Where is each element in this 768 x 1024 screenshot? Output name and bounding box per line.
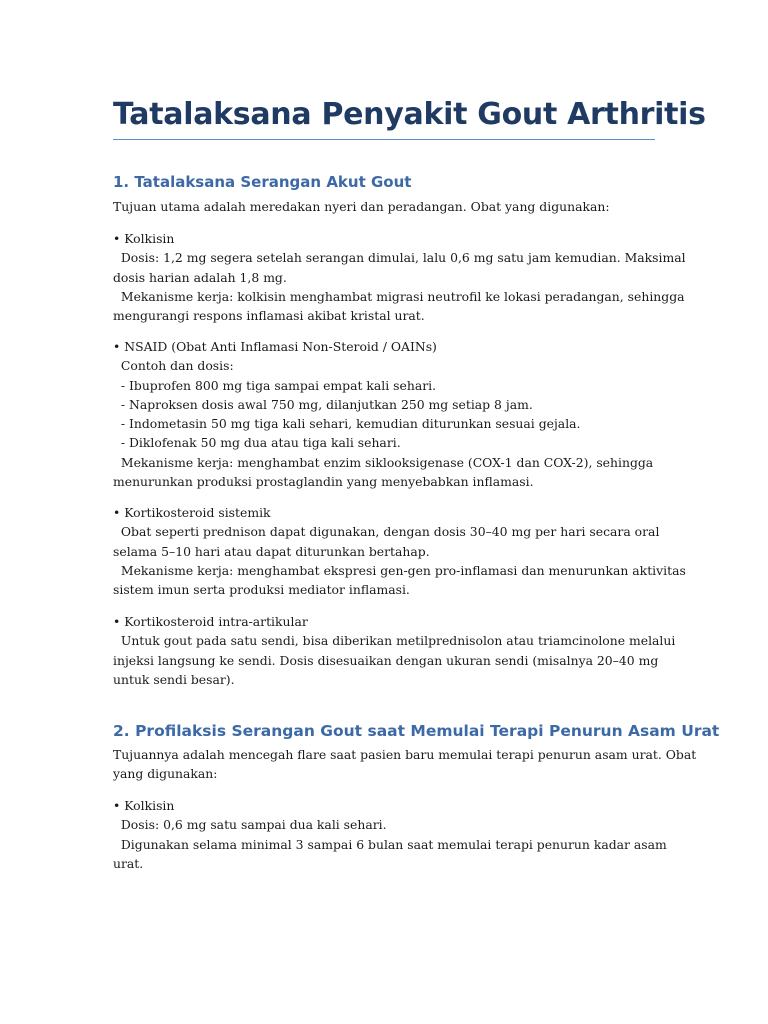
section-1-heading: 1. Tatalaksana Serangan Akut Gout: [113, 173, 412, 191]
paragraph-line: Dosis: 0,6 mg satu sampai dua kali sehari.: [113, 817, 387, 833]
section-2-heading: 2. Profilaksis Serangan Gout saat Memulai Terapi Penurun Asam Urat: [113, 722, 720, 740]
dose-item: - Indometasin 50 mg tiga kali sehari, kemudian diturunkan sesuai gejala.: [113, 416, 581, 432]
kolkisin-block: [113, 229, 686, 325]
dose-item: - Ibuprofen 800 mg tiga sampai empat kali sehari.: [113, 377, 437, 393]
paragraph-line: selama 5–10 hari atau dapat diturunkan bertahap.: [113, 543, 430, 559]
paragraph-line: urat.: [113, 855, 144, 871]
kortikosteroid-sistemik-block: [113, 503, 686, 599]
paragraph-line: injeksi langsung ke sendi. Dosis disesuaikan dengan ukuran sendi (misalnya 20–40 mg: [113, 652, 659, 668]
paragraph-line: Digunakan selama minimal 3 sampai 6 bulan saat memulai terapi penurun kadar asam: [113, 836, 667, 852]
paragraph-line: menurunkan produksi prostaglandin yang menyebabkan inflamasi.: [113, 474, 534, 490]
nsaid-block: [113, 337, 658, 491]
profilaksis-kolkisin-block: [113, 796, 667, 873]
paragraph-line: Tujuannya adalah mencegah flare saat pasien baru memulai terapi penurun asam urat. Obat: [113, 747, 697, 762]
paragraph-line: Obat seperti prednison dapat digunakan, dengan dosis 30–40 mg per hari secara oral: [113, 524, 660, 540]
paragraph-line: Tujuan utama adalah meredakan nyeri dan peradangan. Obat yang digunakan:: [113, 199, 610, 214]
paragraph-line: mengurangi respons inflamasi akibat kristal urat.: [113, 308, 425, 324]
paragraph-line: Dosis: 1,2 mg segera setelah serangan dimulai, lalu 0,6 mg satu jam kemudian. Maksimal: [113, 250, 686, 266]
paragraph-line: Mekanisme kerja: menghambat enzim siklooksigenase (COX-1 dan COX-2), sehingga: [113, 454, 654, 470]
paragraph-line: dosis harian adalah 1,8 mg.: [113, 269, 287, 285]
paragraph-line: Mekanisme kerja: menghambat ekspresi gen-gen pro-inflamasi dan menurunkan aktivitas: [113, 562, 686, 578]
kolkisin-bullet: • Kolkisin: [113, 231, 175, 246]
paragraph-line: Untuk gout pada satu sendi, bisa diberikan metilprednisolon atau triamcinolone melalui: [113, 633, 676, 649]
kolkisin-bullet: • Kolkisin: [113, 798, 175, 813]
kortikosteroid-sistemik-bullet: • Kortikosteroid sistemik: [113, 505, 271, 520]
section-2-intro: [113, 745, 697, 784]
dose-item: - Naproksen dosis awal 750 mg, dilanjutkan 250 mg setiap 8 jam.: [113, 396, 533, 412]
paragraph-line: sistem imun serta produksi mediator inflamasi.: [113, 582, 410, 598]
dose-item: - Diklofenak 50 mg dua atau tiga kali sehari.: [113, 435, 401, 451]
paragraph-line: untuk sendi besar).: [113, 671, 235, 687]
section-1-intro: [113, 197, 658, 216]
kortikosteroid-intra-bullet: • Kortikosteroid intra-artikular: [113, 614, 308, 629]
document-title: Tatalaksana Penyakit Gout Arthritis: [113, 97, 706, 132]
paragraph-line: Contoh dan dosis:: [113, 358, 234, 374]
kortikosteroid-intra-block: [113, 612, 676, 689]
document-page: [113, 0, 720, 1024]
paragraph-line: yang digunakan:: [113, 766, 218, 782]
paragraph-line: Mekanisme kerja: kolkisin menghambat migrasi neutrofil ke lokasi peradangan, sehingga: [113, 288, 685, 304]
nsaid-bullet: • NSAID (Obat Anti Inflamasi Non-Steroid / OAINs): [113, 339, 437, 354]
title-underline: [113, 139, 655, 140]
